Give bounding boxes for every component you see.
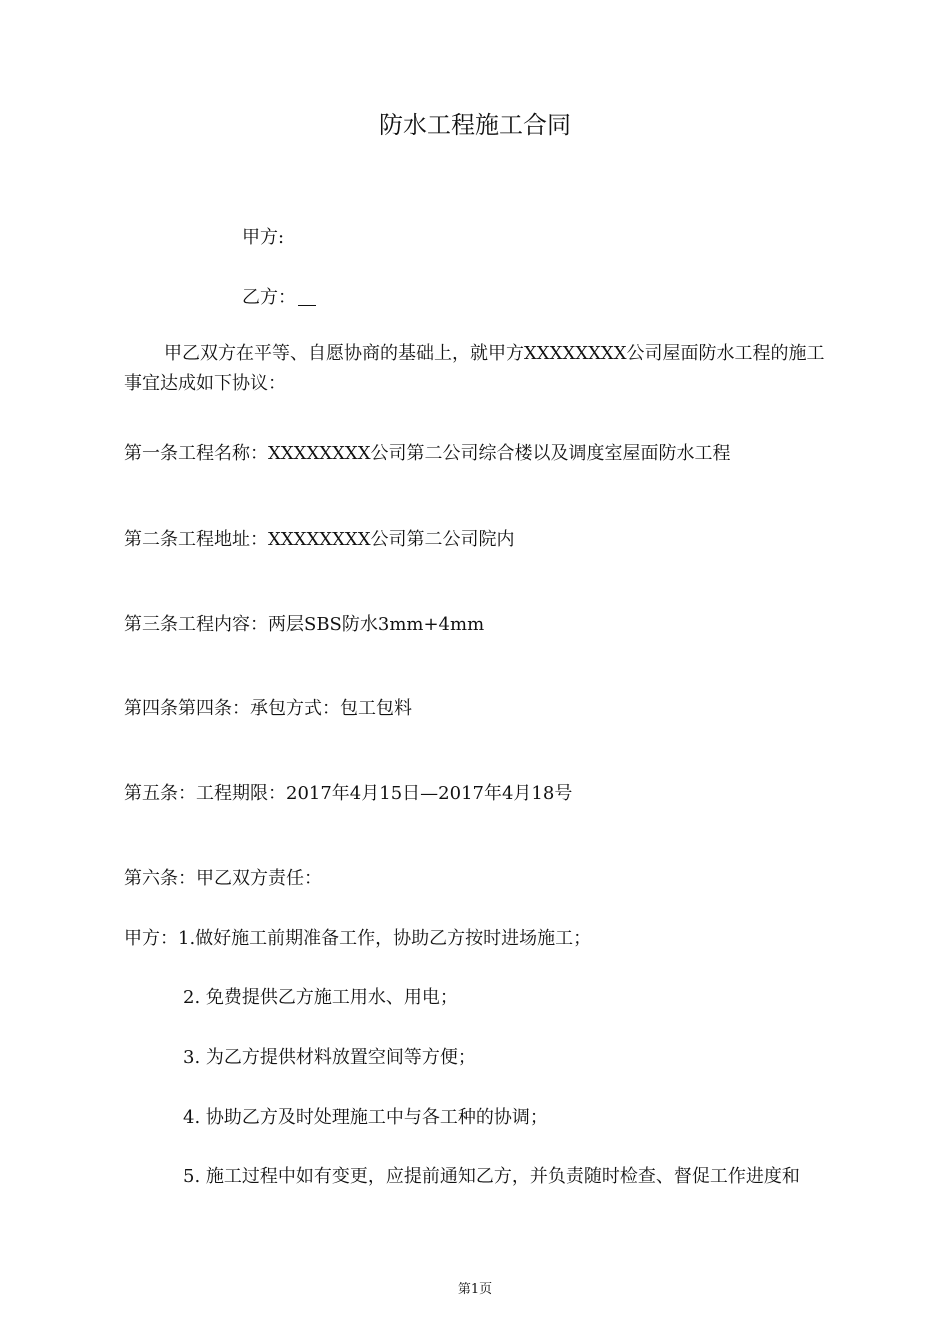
party-b-label: 乙方：	[242, 287, 296, 308]
article-6: 第六条：甲乙双方责任：	[124, 868, 322, 889]
article-4: 第四条第四条：承包方式：包工包料	[124, 698, 412, 719]
party-a-duty-2: 2. 免费提供乙方施工用水、用电；	[183, 987, 458, 1008]
article-2: 第二条工程地址：XXXXXXXX公司第二公司院内	[124, 529, 515, 550]
party-a-duty-1: 甲方：1.做好施工前期准备工作，协助乙方按时进场施工；	[124, 928, 592, 949]
party-a-duty-3: 3. 为乙方提供材料放置空间等方便；	[183, 1047, 476, 1068]
document-title: 防水工程施工合同	[379, 111, 571, 139]
article-5: 第五条：工程期限：2017年4月15日—2017年4月18号	[124, 783, 573, 804]
page-number: 第1页	[457, 1282, 493, 1297]
intro-line-1: 甲乙双方在平等、自愿协商的基础上，就甲方XXXXXXXX公司屋面防水工程的施工	[164, 343, 825, 364]
party-a-duty-5: 5. 施工过程中如有变更，应提前通知乙方，并负责随时检查、督促工作进度和	[183, 1166, 800, 1187]
party-b-blank	[298, 285, 316, 306]
party-b-line	[242, 285, 316, 310]
article-1: 第一条工程名称：XXXXXXXX公司第二公司综合楼以及调度室屋面防水工程	[124, 443, 731, 464]
intro-line-2: 事宜达成如下协议：	[124, 373, 286, 394]
party-a-duty-4: 4. 协助乙方及时处理施工中与各工种的协调；	[183, 1107, 548, 1128]
party-a-label: 甲方:	[242, 227, 285, 248]
article-3: 第三条工程内容：两层SBS防水3mm+4mm	[124, 614, 485, 635]
